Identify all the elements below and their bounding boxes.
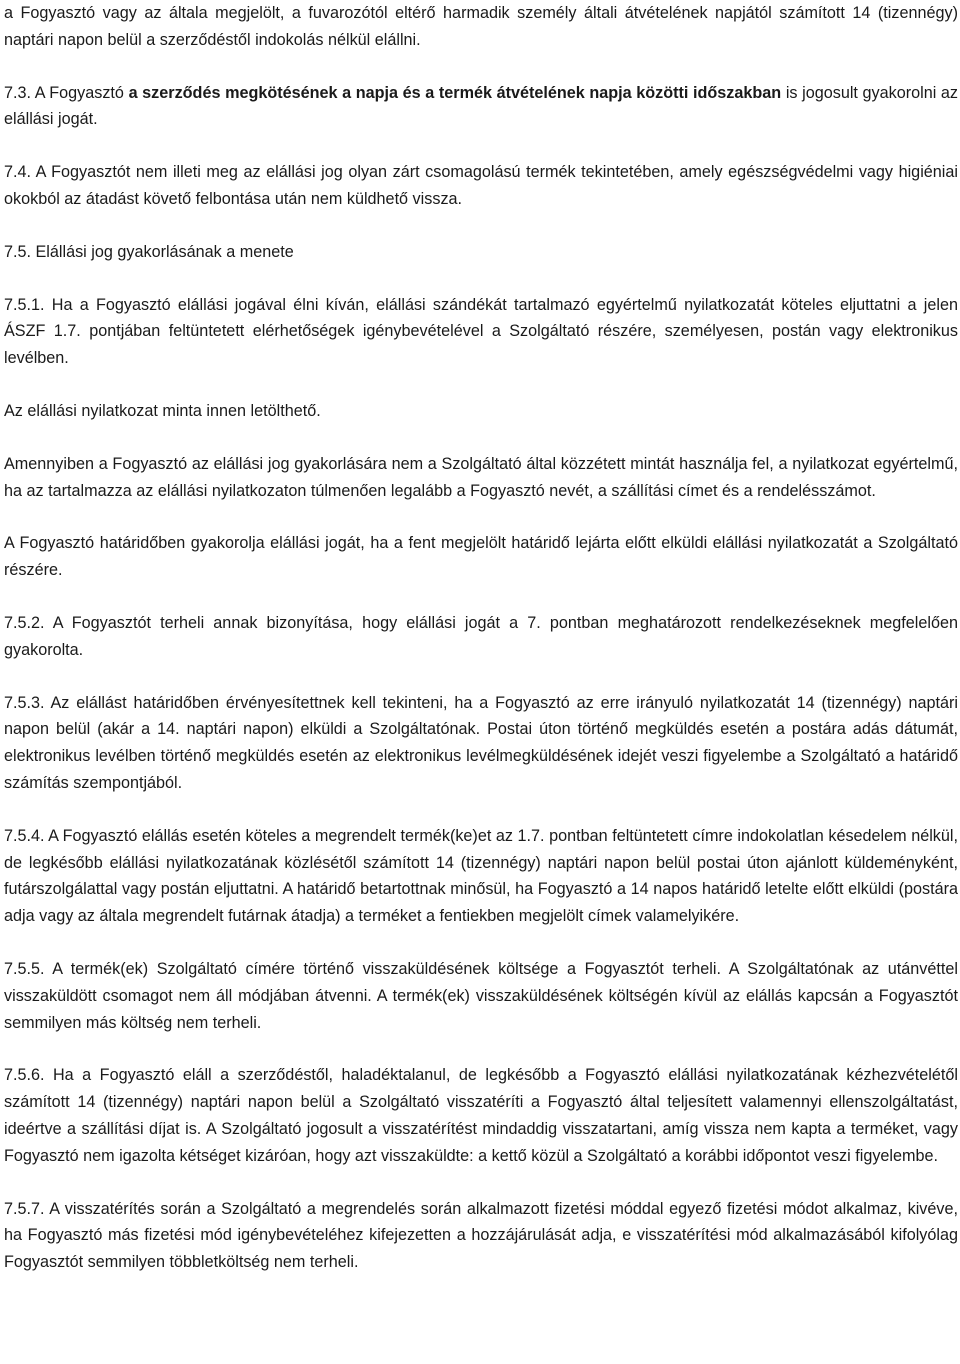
- paragraph-7-5-5: 7.5.5. A termék(ek) Szolgáltató címére történő visszaküldésének költsége a Fogyasztót terheli. A Szolgáltatónak az utánvéttel visszaküldött csomagot nem áll módjában átvenni. A termék(ek) visszaküldésének költségén kívül az elállás kapcsán a Fogyasztót semmilyen más költség nem terheli.: [4, 959, 958, 1032]
- document-page: [4, 0, 958, 1276]
- paragraph-deadline: A Fogyasztó határidőben gyakorolja elállási jogát, ha a fent megjelölt határidő lejárta előtt elküldi elállási nyilatkozatát a Szolgáltató részére.: [4, 534, 958, 580]
- paragraph-7-5-7: 7.5.7. A visszatérítés során a Szolgáltató a megrendelés során alkalmazott fizetési móddal egyező fizetési módot alkalmaz, kivéve, ha Fogyasztó más fizetési mód igénybevételéhez kifejezetten a hozzájárulását adja, e visszatérítési mód alkalmazásából kifolyólag Fogyasztót semmilyen többletköltség nem terheli.: [4, 1199, 958, 1272]
- paragraph-text: A Fogyasztó: [34, 83, 124, 102]
- paragraph-text: is jogosult gyakorolni az elállási jogát.: [4, 83, 959, 129]
- paragraph-7-5-4: 7.5.4. A Fogyasztó elállás esetén köteles a megrendelt termék(ke)et az 1.7. pontban feltüntetett címre indokolatlan késedelem nélkül, de legkésőbb elállási nyilatkozatának közlésétől számított 14 (tizennégy) naptári napon belül postai úton ajánlott küldeményként, futárszolgálattal vagy postán eljuttatni. A határidő betartottnak minősül, ha Fogyasztó a 14 napos határidő letelte előtt elküldi (postára adja vagy az általa megrendelt futárnak átadja) a terméket a fentiekben megjelölt címek valamelyikére.: [4, 826, 958, 926]
- paragraph-7-5-3: 7.5.3. Az elállást határidőben érvényesítettnek kell tekinteni, ha a Fogyasztó az erre irányuló nyilatkozatát 14 (tizennégy) naptári napon belül (akár a 14. naptári napon) elküldi a Szolgáltatónak. Postai úton történő megküldés esetén a postára adás dátumát, elektronikus levélben történő megküldés esetén az elektronikus levélmegküldésének idejét veszi figyelembe a Szolgáltató a határidő számítás szempontjából.: [4, 693, 958, 792]
- section-heading-7-5: 7.5. Elállási jog gyakorlásának a menete: [4, 242, 294, 261]
- paragraph-7-4: 7.4. A Fogyasztót nem illeti meg az elállási jog olyan zárt csomagolású termék tekintetében, amely egészségvédelmi vagy higiéniai okokból az átadást követő felbontása után nem küldhető vissza.: [4, 163, 958, 208]
- download-notice: Az elállási nyilatkozat minta innen letölthető.: [4, 401, 321, 420]
- paragraph-7-5-1: 7.5.1. Ha a Fogyasztó elállási jogával élni kíván, elállási szándékát tartalmazó egyértelmű nyilatkozatát köteles eljuttatni a jelen ÁSZF 1.7. pontjában feltüntetett elérhetőségek igénybevételével a Szolgáltató részére, személyesen, postán vagy elektronikus levélben.: [4, 295, 958, 368]
- paragraph-7-3: [4, 80, 958, 134]
- emphasized-text: a szerződés megkötésének a napja és a termék átvételének napja közötti időszakban: [128, 83, 782, 102]
- paragraph-custom-statement: Amennyiben a Fogyasztó az elállási jog gyakorlására nem a Szolgáltató által közzétett mintát használja fel, a nyilatkozat egyértelmű, ha az tartalmazza az elállási nyilatkozaton túlmenően legalább a Fogyasztó nevét, a szállítási címet és a rendelésszámot.: [4, 454, 958, 500]
- section-number: 7.3.: [4, 83, 32, 102]
- paragraph-intro: a Fogyasztó vagy az általa megjelölt, a fuvarozótól eltérő harmadik személy általi átvételének napjától számított 14 (tizennégy) naptári napon belül a szerződéstől indokolás nélkül elállni.: [4, 4, 958, 49]
- paragraph-7-5-2: 7.5.2. A Fogyasztót terheli annak bizonyítása, hogy elállási jogát a 7. pontban meghatározott rendelkezéseknek megfelelően gyakorolta.: [4, 613, 958, 659]
- paragraph-7-5-6: 7.5.6. Ha a Fogyasztó eláll a szerződéstől, haladéktalanul, de legkésőbb a Fogyasztó elállási nyilatkozatának kézhezvételétől számított 14 (tizennégy) naptári napon belül a Szolgáltató visszatéríti a Fogyasztó által teljesített valamennyi ellenszolgáltatást, ideértve a szállítási díjat is. A Szolgáltató jogosult a visszatérítést mindaddig visszatartani, amíg vissza nem kapta a terméket, vagy Fogyasztó nem igazolta kétséget kizáróan, hogy azt visszaküldte: a kettő közül a Szolgáltató a korábbi időpontot veszi figyelembe.: [4, 1066, 958, 1165]
